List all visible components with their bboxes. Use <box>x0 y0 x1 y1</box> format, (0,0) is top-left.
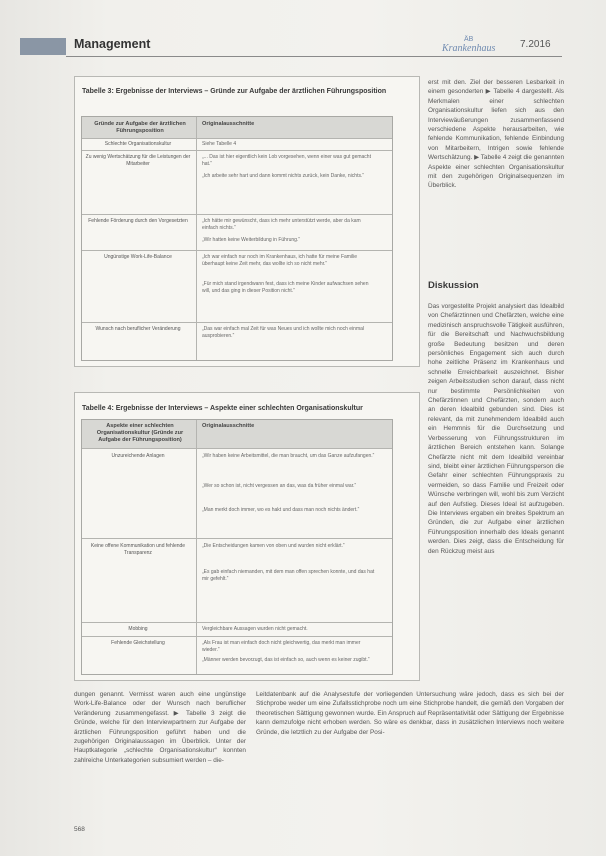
table-row-reason: Schlechte Organisationskultur <box>104 141 172 147</box>
table-row <box>82 636 392 675</box>
table-row <box>82 250 392 323</box>
discussion-heading: Diskussion <box>428 280 479 291</box>
table-3-grid <box>81 116 393 361</box>
page-number: 568 <box>74 826 85 833</box>
body-paragraph-discussion: Das vorgestellte Projekt analysiert das Idealbild von Chefärztinnen und Chefärzten, welche eine medizinisch anspruchsvolle Tätigkeit ausführen, für die Bereitschaft und Nachwuchsbildung große Bedeutung besitzen und deren persönliches Engagement sich auch durch hohe zeitliche Präsenz im Krankenhaus und schnelle Erreichbarkeit auszeichnet. Bisher zeigen Arbeitsstudien schon darauf, dass nicht nur bestimmte Persönlichkeiten von Chefärztinnen und Chefärzten, sondern auch an deren Idealbild gebunden sind. Dies ist relevant, da mit zunehmendem Idealbild auch ein Hemmnis für die Durchsetzung und Verbesserung von Führungsstrukturen im ärztlichen Bereich entstehen kann. Solange Chefärzte nicht mit dem Idealbild vereinbar sind, bleibt einer ärztlichen Führungsperson die Gefahr einer schlechten Führungspraxis zu vermeiden, so dass Familie und Freizeit oder Wünsche verbringen will, wohl bis zum Verzicht auf den Aufstieg. Dieses Ideal ist aufzugeben. Die Interviews ergaben ein breites Spektrum an Gründen, die zur Aufgabe einer ärztlichen Führungsposition innerhalb des Ideals genannt werden. Dies zeigt, dass die Entscheidung für den Rückzug meist aus <box>428 303 564 555</box>
table-3-col2-header: Originalausschnitte <box>202 121 255 127</box>
table-row <box>82 622 392 637</box>
logo-wordmark: Krankenhaus <box>442 43 496 54</box>
table-row-quote: „Wer so schon ist, nicht vergessen an das, was da früher einmal war.“ <box>202 483 357 489</box>
table-row <box>82 150 392 215</box>
journal-logo <box>442 36 496 54</box>
table-3-col1-header: Gründe zur Aufgabe der ärztlichen Führungsposition <box>94 121 186 134</box>
table-3 <box>74 76 420 367</box>
table-row-reason: Fehlende Gleichstellung <box>111 640 165 646</box>
table-row-reason: Zu wenig Wertschätzung für die Leistungen der Mitarbeiter <box>85 154 191 167</box>
body-paragraph-left-bottom: dungen genannt. Vermisst waren auch eine ungünstige Work-Life-Balance oder der Wunsch nach beruflicher Veränderung zusammengefasst. ▶ Tabelle 3 zeigt die Gründe, welche für den Interviewpartnern zur Aufgabe der ärztlichen Führungsposition geführt haben und die zugehörigen Originalaussagen im Überblick. Unter der Hauptkategorie „schlechte Organisationskultur“ konnten zahlreiche Unterkategorien subsumiert werden – die- <box>74 691 246 764</box>
table-row-quote: „Die Entscheidungen kamen von oben und wurden nicht erklärt.“ <box>202 543 345 549</box>
table-row-quote: „Männer werden bevorzugt, das ist einfach so, auch wenn es keiner zugibt.“ <box>202 657 370 663</box>
table-row-reason: Ungünstige Work-Life-Balance <box>104 254 172 260</box>
table-row-reason: Fehlende Förderung durch den Vorgesetzten <box>88 218 188 224</box>
table-row-quote: „... Das ist hier eigentlich kein Lob vorgesehen, wenn einer was gut gemacht hat.“ <box>202 154 371 167</box>
table-row-reason: Mobbing <box>128 626 148 632</box>
table-row-quote: „Wir haben keine Arbeitsmittel, die man braucht, um das Ganze aufzufangen.“ <box>202 453 375 459</box>
table-row <box>82 448 392 539</box>
body-paragraph-right-top: erst mit den. Ziel der besseren Lesbarkeit in einem gesonderten ▶ Tabelle 4 dargestellt. Als Merkmalen einer schlechten Organisationskultur liefen sich aus den Interviewäußerungen zusammenfassend verschiedene Aspekte herausarbeiten, wie fehlende Kommunikation, fehlende Einbindung von Mitarbeitern, Intrigen sowie fehlende Wertschätzung. ▶ Tabelle 4 zeigt die genannten Aspekte einer schlechten Organisationskultur mit den zugehörigen Originalsequenzen im Überblick. <box>428 79 564 190</box>
table-row <box>82 214 392 251</box>
table-row-quote: „Für mich stand irgendwann fest, dass ich meine Kinder aufwachsen sehen will, und das ging in dieser Position nicht.“ <box>202 281 369 294</box>
table-row-quote: „Ich arbeite sehr hart und dann kommt nichts zurück, kein Danke, nichts.“ <box>202 173 365 179</box>
header-divider <box>66 56 562 57</box>
table-4-col1-header: Aspekte einer schlechten Organisationskultur (Gründe zur Aufgabe der Führungsposition) <box>96 423 184 443</box>
table-4-caption: Tabelle 4: Ergebnisse der Interviews – Aspekte einer schlechten Organisationskultur <box>82 405 363 412</box>
table-row-reason: Unzureichende Anlagen <box>111 453 165 459</box>
table-3-header-row <box>82 117 392 138</box>
table-row-quote: „Als Frau ist man einfach doch nicht gleichwertig, das merkt man immer wieder.“ <box>202 640 361 653</box>
page-header <box>0 36 606 58</box>
table-4-col2-header: Originalausschnitte <box>202 423 255 429</box>
table-4-header-row <box>82 420 392 448</box>
body-paragraph-right-bottom: Leitdatenbank auf die Analysestufe der vorliegenden Untersuchung wäre jedoch, dass es sich bei der Stichprobe weder um eine Zufallsstichprobe noch um eine Stichprobe handelt, die gemäß den Vorgaben der theoretischen Sättigung gewonnen wurde. Ein Anspruch auf Repräsentativität oder Sättigung der Ergebnisse kann demzufolge nicht erhoben werden. So wäre es denkbar, dass in zusätzlichen Interviews noch weitere Gründe, die letztlich zu der Aufgabe der Posi- <box>256 691 564 736</box>
table-row-quote: „Wir hatten keine Weiterbildung in Führung.“ <box>202 237 301 243</box>
table-row-quote: „Ich war einfach nur noch im Krankenhaus, ich hatte für meine Familie überhaupt keine Zeit mehr, das wollte ich so nicht mehr.“ <box>202 254 358 267</box>
table-4 <box>74 392 420 681</box>
table-row-quote: „Es gab einfach niemanden, mit dem man offen sprechen konnte, und das hat mir gefehlt.“ <box>202 569 375 582</box>
table-4-grid <box>81 419 393 675</box>
table-row <box>82 538 392 623</box>
section-title: Management <box>74 37 151 51</box>
table-3-caption: Tabelle 3: Ergebnisse der Interviews – Gründe zur Aufgabe der ärztlichen Führungsposition <box>82 88 387 95</box>
logo-superscript: ÄB <box>464 36 474 43</box>
table-row-reason: Wunsch nach beruflicher Veränderung <box>95 326 181 332</box>
table-row-quote: Vergleichbare Aussagen wurden nicht gemacht. <box>202 626 308 632</box>
table-row-quote: „Ich hätte mir gewünscht, dass ich mehr unterstützt werde, aber da kam einfach nichts.“ <box>202 218 361 231</box>
table-row-quote: „Das war einfach mal Zeit für was Neues und ich wollte mich noch einmal ausprobieren.“ <box>202 326 365 339</box>
header-color-tab <box>20 38 66 55</box>
table-row <box>82 322 392 360</box>
table-row-quote: Siehe Tabelle 4 <box>202 141 237 147</box>
table-row-quote: „Man merkt doch immer, wo es hakt und dass man noch nichts ändert.“ <box>202 507 360 513</box>
table-row-reason: Keine offene Kommunikation und fehlende Transparenz <box>90 543 186 556</box>
issue-number: 7.2016 <box>520 39 551 50</box>
